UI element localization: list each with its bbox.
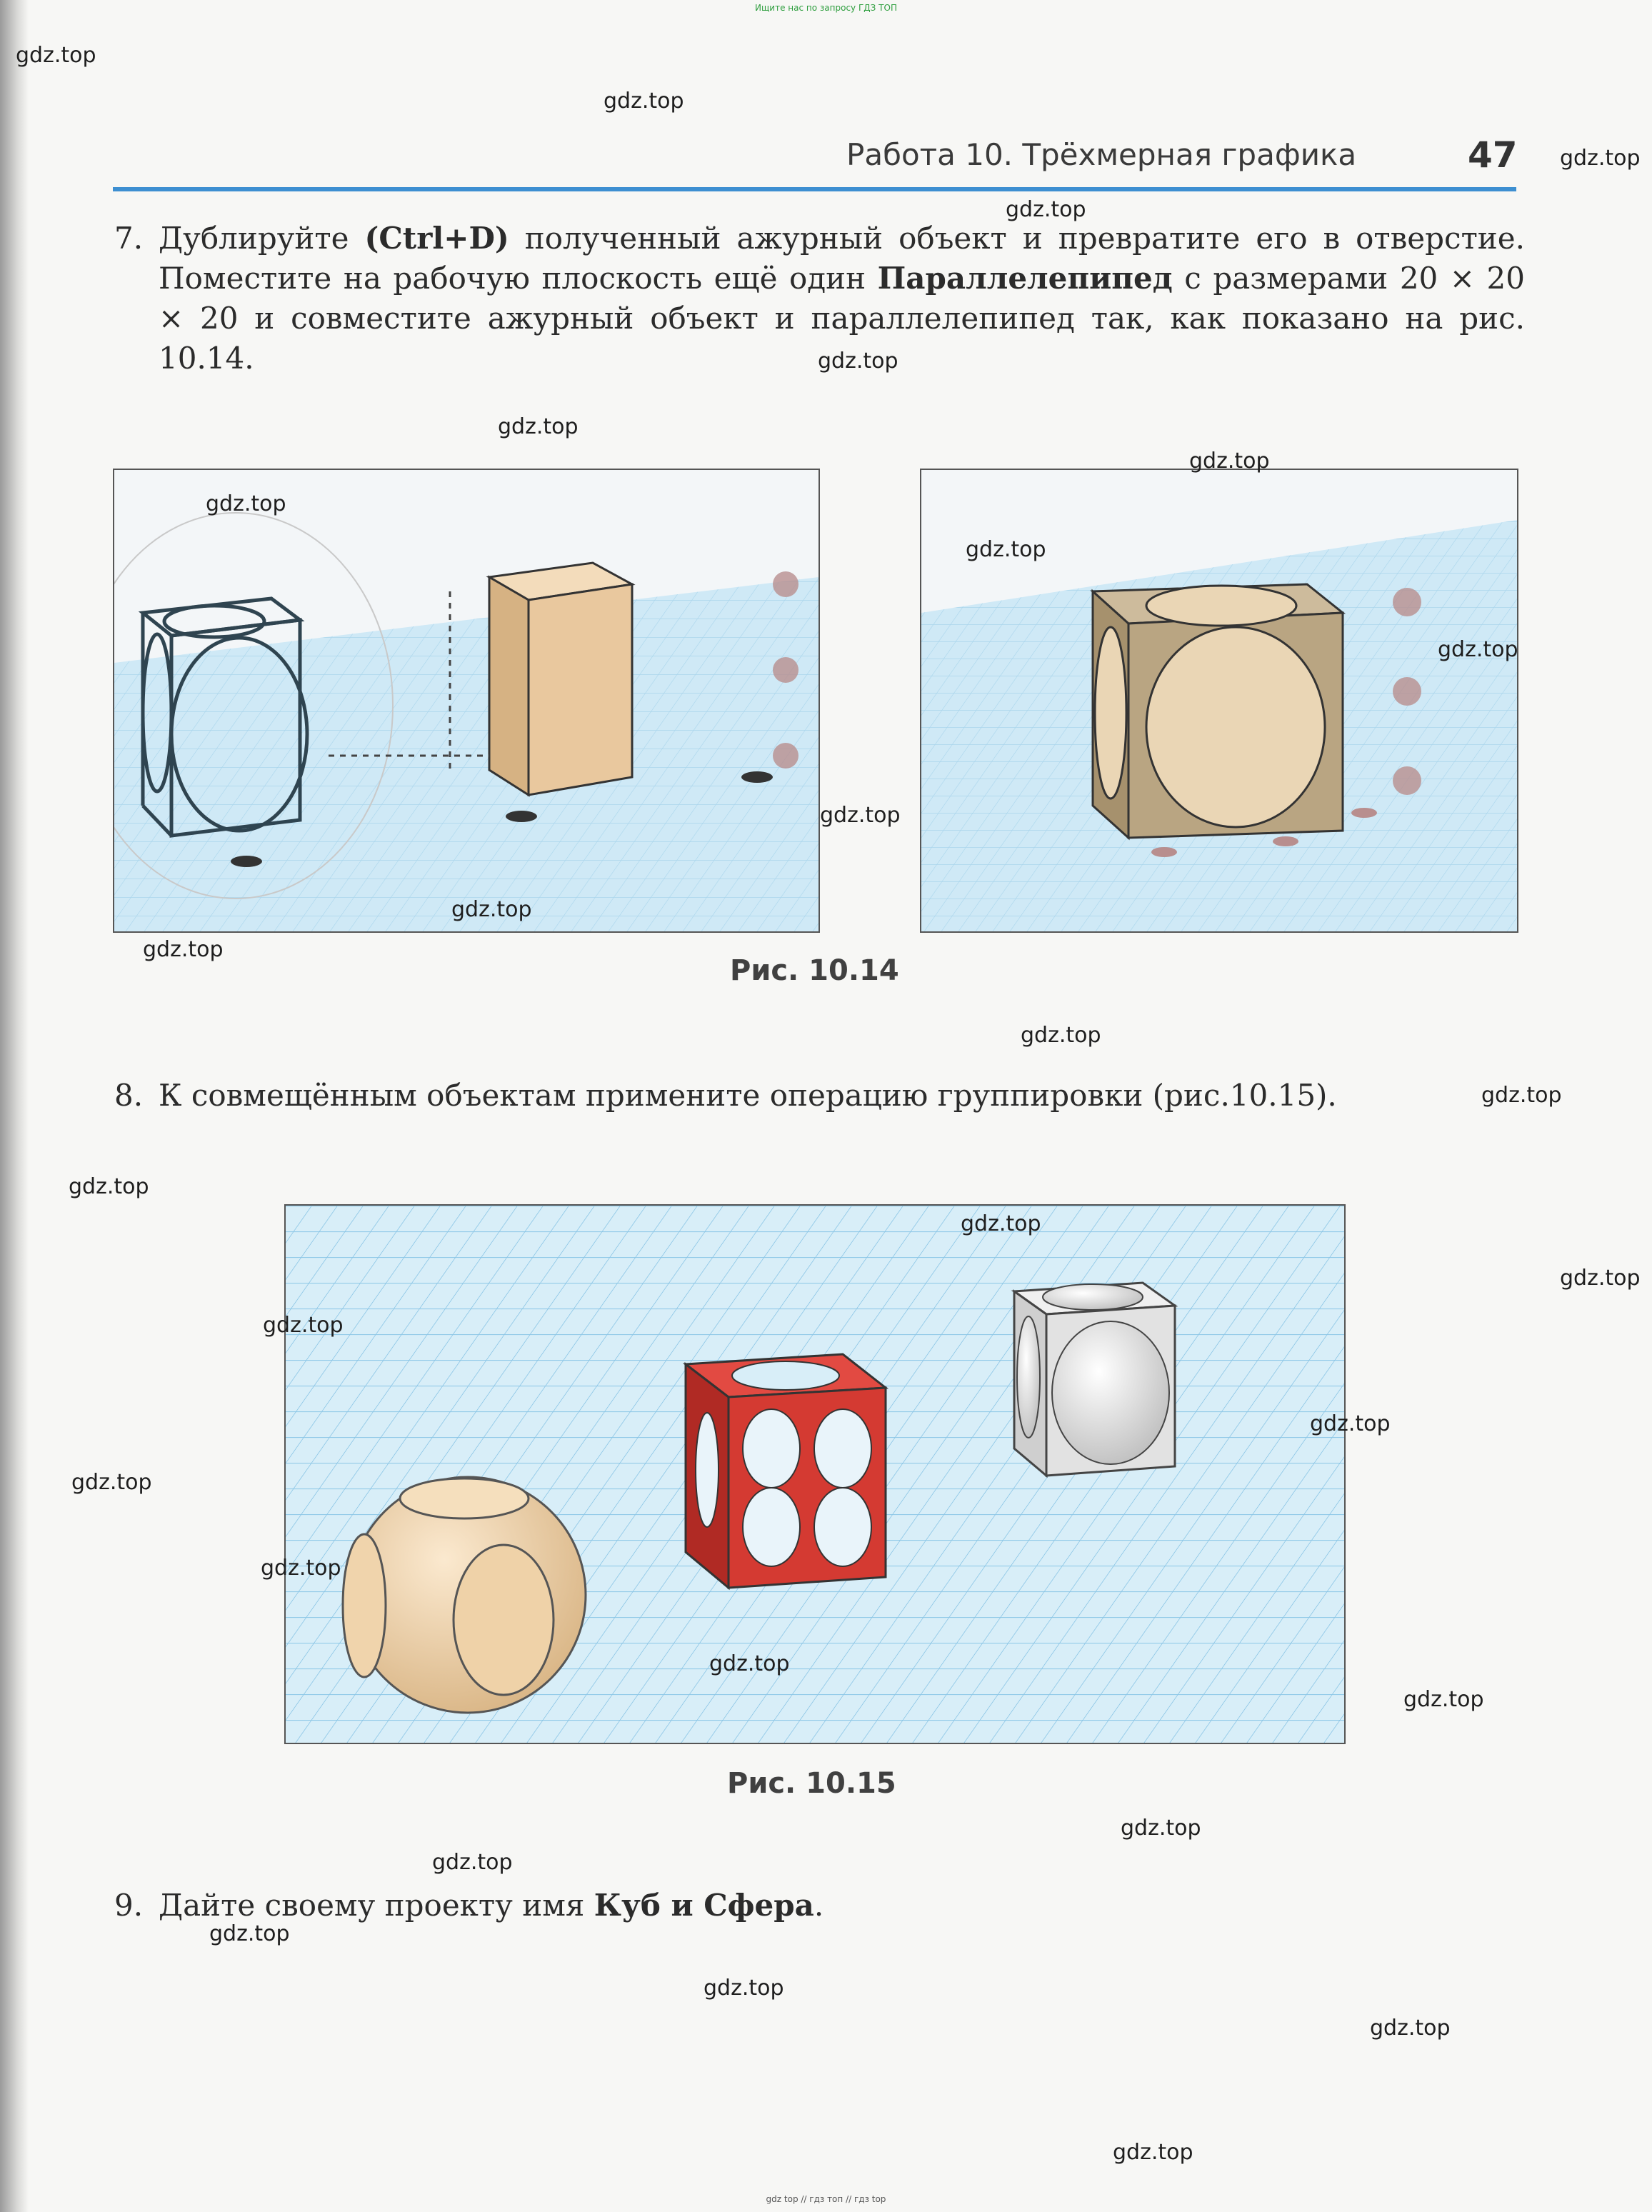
- watermark: gdz.top: [263, 1313, 344, 1338]
- handle-marker: [741, 771, 773, 783]
- watermark: gdz.top: [206, 491, 286, 516]
- watermark: gdz.top: [818, 349, 898, 374]
- watermark: gdz.top: [1560, 146, 1641, 171]
- figure-10-14-left: [113, 469, 820, 933]
- handle-marker: [231, 856, 262, 867]
- workplane-scene-grouped: [286, 1206, 1344, 1743]
- gray-cube-sphere-icon: [1014, 1283, 1175, 1476]
- figure-10-15: [284, 1204, 1346, 1744]
- watermark: gdz.top: [604, 89, 684, 114]
- header-rule: [113, 187, 1516, 191]
- task-8: [114, 1076, 1525, 1116]
- workplane-scene-left: [114, 470, 819, 931]
- handle-marker: [1151, 847, 1177, 857]
- watermark: gdz.top: [1113, 2140, 1193, 2165]
- watermark: gdz.top: [1189, 449, 1270, 474]
- handle-marker: [1351, 808, 1377, 818]
- watermark: gdz.top: [432, 1850, 513, 1875]
- task-9-text: Дайте своему проекту имя Куб и Сфера.: [159, 1888, 824, 1923]
- watermark: gdz.top: [261, 1556, 341, 1581]
- red-openwork-cube-icon: [686, 1354, 886, 1588]
- merged-cube-icon: [1093, 584, 1343, 838]
- task-9-number: 9.: [114, 1888, 144, 1923]
- handle-marker: [1273, 836, 1298, 846]
- watermark: gdz.top: [498, 414, 579, 439]
- page-header-title: Работа 10. Трёхмерная графика: [846, 137, 1357, 172]
- handle-dot: [1393, 588, 1421, 616]
- task-7-text: Дублируйте (Ctrl+D) полученный ажурный объект и превратите его в отверстие. Поместите на рабочую плоскость ещё один Параллелепипед с размерами 20 × 20 × 20 и совместите ажурный объект и параллелепипед так, как показано на рис. 10.14.: [159, 221, 1525, 376]
- figure-10-14-caption: Рис. 10.14: [730, 954, 899, 987]
- watermark: gdz.top: [961, 1211, 1041, 1236]
- handle-dot: [773, 743, 799, 769]
- tan-box-icon: [489, 563, 632, 795]
- watermark: gdz.top: [820, 803, 901, 828]
- watermark: gdz.top: [451, 897, 532, 922]
- watermark: gdz.top: [71, 1470, 152, 1495]
- watermark: gdz.top: [16, 43, 96, 68]
- watermark: gdz.top: [704, 1976, 784, 2001]
- handle-marker: [506, 811, 537, 822]
- watermark: gdz.top: [1006, 197, 1086, 222]
- task-8-text: К совмещённым объектам примените операцию группировки (рис.10.15).: [159, 1078, 1337, 1113]
- figure-10-15-caption: Рис. 10.15: [727, 1767, 896, 1800]
- task-7-number: 7.: [114, 221, 144, 256]
- watermark: gdz.top: [1481, 1083, 1562, 1108]
- handle-dot: [773, 571, 799, 597]
- page-number: 47: [1468, 134, 1518, 176]
- watermark: gdz.top: [1560, 1266, 1641, 1291]
- watermark: gdz.top: [1121, 1816, 1201, 1841]
- watermark: gdz.top: [1370, 2016, 1451, 2041]
- watermark: gdz.top: [1021, 1023, 1101, 1048]
- top-note: Ищите нас по запросу ГДЗ ТОП: [755, 3, 897, 13]
- watermark: gdz.top: [1310, 1411, 1391, 1436]
- handle-dot: [773, 657, 799, 683]
- watermark: gdz.top: [1438, 637, 1518, 662]
- bottom-note: gdz top // гдз топ // гдз top: [766, 2194, 886, 2204]
- watermark: gdz.top: [966, 537, 1046, 562]
- watermark: gdz.top: [69, 1174, 149, 1199]
- watermark: gdz.top: [709, 1651, 790, 1676]
- page-spine-shadow: [0, 0, 29, 2212]
- handle-dot: [1393, 766, 1421, 795]
- watermark: gdz.top: [209, 1921, 290, 1946]
- handle-dot: [1393, 677, 1421, 706]
- task-9: [114, 1886, 1525, 1926]
- task-8-number: 8.: [114, 1078, 144, 1113]
- watermark: gdz.top: [143, 937, 224, 962]
- watermark: gdz.top: [1403, 1687, 1484, 1712]
